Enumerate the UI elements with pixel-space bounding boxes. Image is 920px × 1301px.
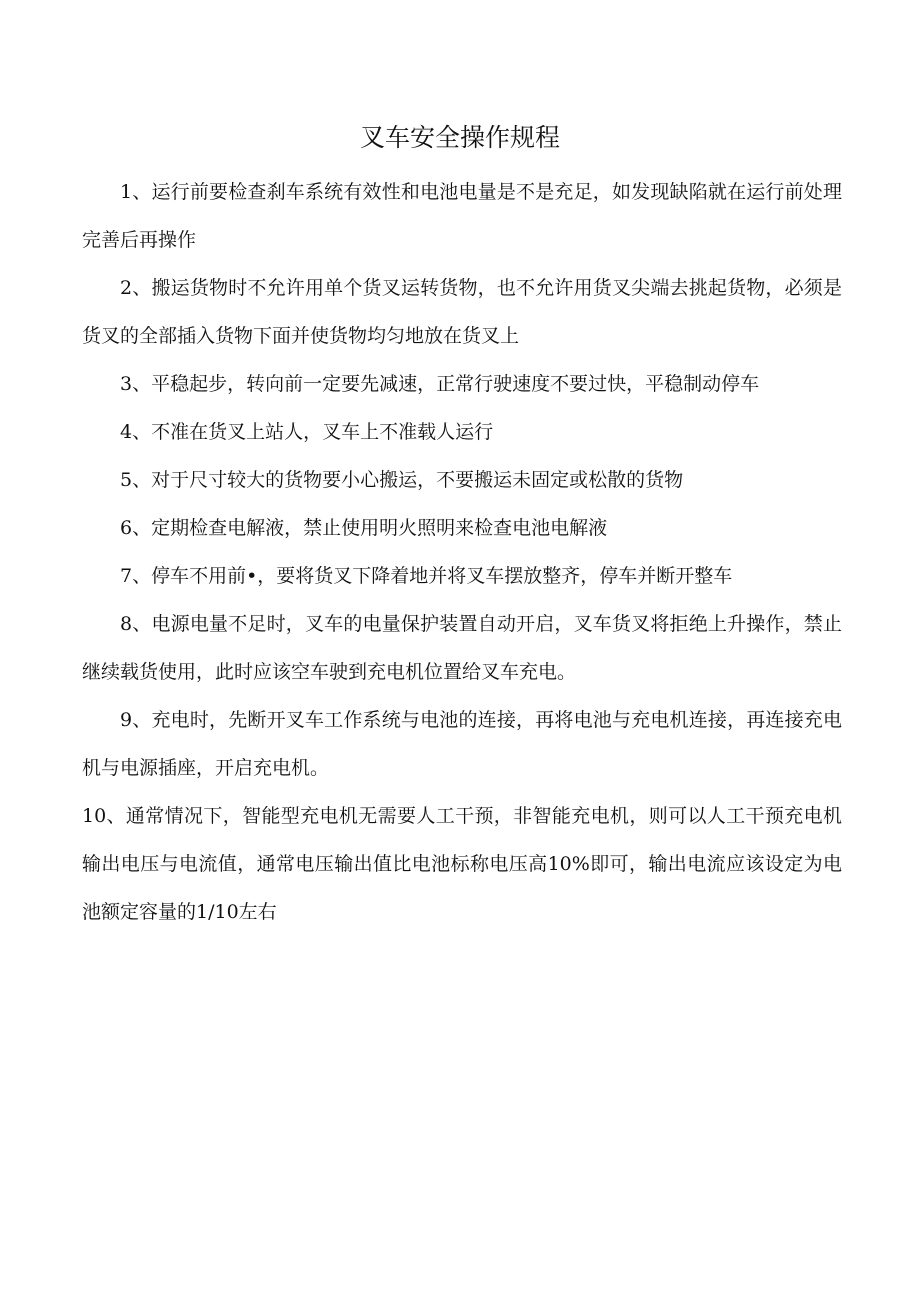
rule-item-6: 6、定期检查电解液，禁止使用明火照明来检查电池电解液 (120, 517, 608, 539)
document-body (82, 168, 842, 936)
rule-item-3: 3、平稳起步，转向前一定要先减速，正常行驶速度不要过快，平稳制动停车 (120, 373, 760, 395)
rule-item-7: 7、停车不用前•，要将货叉下降着地并将叉车摆放整齐，停车并断开整车 (120, 565, 733, 587)
rule-item-5: 5、对于尺寸较大的货物要小心搬运，不要搬运未固定或松散的货物 (120, 469, 684, 491)
rule-item-1: 1、运行前要检查刹车系统有效性和电池电量是不是充足，如发现缺陷就在运行前处理完善后再操作 (82, 181, 842, 251)
rule-item-10: 10、通常情况下，智能型充电机无需要人工干预，非智能充电机，则可以人工干预充电机输出电压与电流值，通常电压输出值比电池标称电压高10%即可，输出电流应该设定为电池额定容量的1/10左右 (82, 805, 842, 923)
rule-item-2: 2、搬运货物时不允许用单个货叉运转货物，也不允许用货叉尖端去挑起货物，必须是货叉的全部插入货物下面并使货物均匀地放在货叉上 (82, 277, 842, 347)
rule-item-9: 9、充电时，先断开叉车工作系统与电池的连接，再将电池与充电机连接，再连接充电机与电源插座，开启充电机。 (82, 709, 842, 779)
rule-item-4: 4、不准在货叉上站人，叉车上不准载人运行 (120, 421, 494, 443)
rule-item-8: 8、电源电量不足时，叉车的电量保护装置自动开启，叉车货叉将拒绝上升操作，禁止继续载货使用，此时应该空车驶到充电机位置给叉车充电。 (82, 613, 842, 683)
page-title: 叉车安全操作规程 (359, 123, 560, 152)
